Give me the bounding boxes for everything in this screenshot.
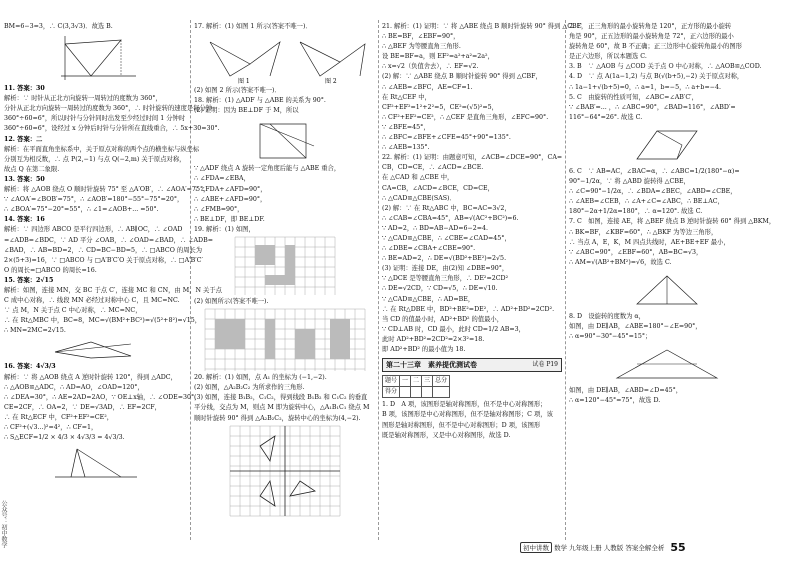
score-header: 二 <box>411 376 422 387</box>
text-line: ∵ △ADF 绕点 A 旋转一定角度后能与 △ABE 重合， <box>194 165 341 173</box>
footer-subject: 数学 <box>554 544 568 552</box>
text-line: ∵ ∠BAB′=... ，∴ ∠ABC=90°，∠BAD=116°，∠ABD′= <box>569 103 736 111</box>
section-header <box>382 358 562 372</box>
text-line: 分针从正北方向旋转一周转过的度数为 360°，∴ 时针旋转的速度是每分钟 <box>4 105 213 113</box>
text-line: 角是 90°，正五边形的最小旋转角是 72°，正六边形的最小 <box>569 33 734 41</box>
text-line: ∴ ∠DEA=30°，∴ AE=2AD=2AO，∵ OE⊥x轴，∴ ∠ODE=30°， <box>4 393 201 401</box>
text-line: 116°−64°=26°. 故选 C. <box>569 113 643 121</box>
text-line: CA=CB，∠ACD=∠BCE，CD=CE， <box>382 184 494 192</box>
footer-grade: 九年级上册 <box>569 544 602 552</box>
text-line: ∴ BE=BF，∠EBF=90°， <box>382 33 460 41</box>
text-line: 8. D 设旋转的度数为 α， <box>569 312 645 320</box>
text-line: ∴ x=√2（负值舍去），∴ EF=√2. <box>382 63 479 71</box>
text-line: ∴ CF²+EF²=CE²，∴ △CEF 是直角三角形，∠EFC=90°. <box>382 113 549 121</box>
text-line: 解析：如图，连接 MN，交 BC 于点 C′，连接 MC 和 CN，由 M，N 关于点 <box>4 286 222 294</box>
text-line: 解析：∵ 将 △AOB 绕点 A 逆时针旋转 120°，得到 △ADC， <box>4 373 177 381</box>
text-line: ∴ 在 Rt△MBC 中，BC=8，MC=√(BM²+BC²)=√(5²+8²)=√15， <box>4 317 202 325</box>
text-line: 故点 Q 在第二象限. <box>4 165 60 173</box>
column-3 <box>382 22 588 540</box>
text-line: (3) 如图，连接 B₁B₂，C₁C₂，得到线段 B₁B₂ 和 C₁C₂ 的垂直 <box>194 394 368 402</box>
text-line: 13. 答案：50 <box>4 175 45 183</box>
column-divider <box>378 20 379 540</box>
text-line: (2) 如图所示(答案不唯一). <box>194 298 269 306</box>
text-line: 15. 答案：2√15 <box>4 276 54 284</box>
score-header: 三 <box>422 376 433 387</box>
text-line: ∴ ∠AEB=∠BFC，AE=CF=1. <box>382 83 473 91</box>
text-line: 7. C 如图，连接 AE，将 △BEF 绕点 B 逆时针旋转 60° 得到 △BKM， <box>569 218 776 226</box>
text-line: ∴ ∠FMB=90°， <box>194 205 244 213</box>
text-line: 设 BE=BF=a，则 EF²=a²+a²=2a²， <box>382 53 494 61</box>
text-line: 14. 答案：16 <box>4 216 45 224</box>
text-line: 如图，由 DE∥AB，∠ABD=∠D=45°， <box>569 387 683 395</box>
text-line: ∴ 1a−1+√(b+5)=0，∴ a=1，b=−5，∴ a+b=−4. <box>569 83 722 91</box>
text-line: ∴ ∠C=90°−1/2α，∴ ∠BDA=∠BEC，∠ABD=∠CBE， <box>569 188 737 196</box>
figure-7 <box>627 270 707 310</box>
text-line: ∴ △CAD≌△CBE(SAS)． <box>382 194 456 202</box>
sidebar-watermark: 公众号：初中数学 <box>0 500 7 548</box>
text-line: 当 CD 的值最小时，AD²+BD² 的值最小， <box>382 315 504 323</box>
text-line: (2) 解：∵ 在 Rt△ABC 中，BC=AC=3√2， <box>382 204 511 212</box>
score-header: 题号 <box>383 376 400 387</box>
section-ref: 试卷 P19 <box>532 361 558 369</box>
text-line: ∴ 当点 A，E，K，M 四点共线时，AE+BE+EF 最小， <box>569 238 730 246</box>
text-line: ∴ AM=√(AB²+BM²)=√6，故选 C. <box>569 258 672 266</box>
footer-edition: 人教版 <box>603 544 624 552</box>
text-line: ∴ ∠BFC=∠BFE+∠CFE=45°+90°=135°. <box>382 134 511 142</box>
text-line: 解析：∵ 时针从正北方向旋转一周转过的度数为 360°， <box>4 95 162 103</box>
page-number: 55 <box>670 541 686 554</box>
text-line: ∵ CD⊥AB 时，CD 最小，此时 CD=1/2 AB=3， <box>382 325 525 333</box>
figure-18 <box>250 118 320 162</box>
text-line: ∵ △CAD≌△CBE，∴ AD=BE， <box>382 295 475 303</box>
text-line: (2) 证明：因为 BE⊥DF 于 M，所以 <box>194 107 299 115</box>
text-line: ∴ △BEF 为等腰直角三角形. <box>382 43 461 51</box>
figure-5 <box>627 125 707 165</box>
score-cell <box>400 387 411 398</box>
text-line: CE=2CF，∴ OA=2，∵ DE=√3AD，∴ EF=2CF， <box>4 403 161 411</box>
text-line: ∵ ∠AOA′=∠BOB′=75°，∴ ∠AOB′=180°−55°−75°=20°， <box>4 196 184 204</box>
fig2-label: 图 2 <box>324 78 337 86</box>
text-line: ∴ ∠AEB=∠CEB，∴ ∠A+∠C=∠ABC，∴ BE⊥AC， <box>569 198 724 206</box>
text-line: ∴ DE=√2CD，∵ CD=√5，∴ DE=√10. <box>382 285 498 293</box>
text-line: ∴ 在 Rt△DBE 中，BD²+BE²=DE²，∴ AD²+BD²=2CD². <box>382 305 555 313</box>
text-line: ∵ ∠ABC=90°，∠EBF=60°，AB=BC=√3， <box>569 248 703 256</box>
text-line: ∵ ∠BFE=45°， <box>382 123 430 131</box>
figure-17 <box>200 34 370 84</box>
text-line: 平分线，交点为 M，则点 M 即为旋转中心，△A₁B₁C₁ 绕点 M <box>194 404 370 412</box>
footer-answer: 答案全解全析 <box>625 544 665 552</box>
text-line: ∵ △CAD≌△CBE，∴ ∠CBE=∠CAD=45°， <box>382 234 511 242</box>
brand-badge: 初中讲数 <box>520 542 552 553</box>
text-line: ∠BAD，∴ AB=BD=2，∴ CD=BC−BD=5，∴ □ABCO 的周长为 <box>4 246 203 254</box>
text-line: 1. D A 项，该图形是轴对称图形，但不是中心对称图形； <box>382 401 547 409</box>
text-line: ∵ △DCE 是等腰直角三角形，∴ DE²=2CD² <box>382 275 509 283</box>
text-line: 3. B ∵ △AOB 与 △COD 关于点 O 中心对称，∴ △AOB≌△COD. <box>569 63 762 71</box>
text-line: 19. 解析：(1) 如图， <box>194 225 255 233</box>
text-line: ∴ S△ECF=1/2 × 4/3 × 4√3/3 = 4√3/3. <box>4 434 125 442</box>
text-line: ∴ 在 Rt△ECF 中，CF²+EF²=CE²， <box>4 413 114 421</box>
coordinate-figure <box>51 34 141 82</box>
fig1-label: 图 1 <box>237 78 250 86</box>
text-line: 旋转角是 60°，故 B 不正确；正三边形中心旋转角最小的图形 <box>569 43 742 51</box>
text-line: 360°÷60=6°，设经过 x 分钟后时针与分针所在直线重合，∴ 5x+30=30°. <box>4 125 220 133</box>
text-line: ∴ ∠FDA=∠EBA， <box>194 175 250 183</box>
figure-15 <box>51 338 141 360</box>
text-line: =∠ADB=∠BDC，∵ AD 平分 ∠OAB，∴ ∠OAD=∠BAD，∴ ∠ADB= <box>4 236 213 244</box>
score-cell <box>422 387 433 398</box>
text-line: B 项，该图形是中心对称图形，但不是轴对称图形；C 项，该 <box>382 411 553 419</box>
text-line: (3) 证明：连接 DE，由(2)知 ∠DBE=90°， <box>382 265 509 273</box>
text-line: 180°−2α+1/2α=180°，∴ α=120°. 故选 C. <box>569 208 703 216</box>
text-line: 6. C ∵ AB=AC，∠BAC=α，∴ ∠ABC=1/2(180°−α)= <box>569 167 740 175</box>
figure-16 <box>51 445 141 481</box>
text-line: 5. C 由旋转的性质可知，∠ABC=∠AB′C′， <box>569 93 698 101</box>
score-header: 一 <box>400 376 411 387</box>
text-line: ∴ α=120°−45°=75°，故选 D. <box>569 397 661 405</box>
text-line: ∴ △AOB≌△ADC，∴ AD=AO，∠OAD=120°， <box>4 383 144 391</box>
text-line: 17. 解析：(1) 如图 1 所示(答案不唯一)． <box>194 23 312 30</box>
score-cell <box>411 387 422 398</box>
score-row-label: 得分 <box>383 387 400 398</box>
text-line: 如图，由 DE∥AB，∠ABE=180°−∠E=90°， <box>569 322 702 330</box>
text-line: ∴ ∠CAB=∠CBA=45°，AB=√(AC²+BC²)=6. <box>382 214 519 222</box>
text-line: ∵ 点 M，N 关于点 C 中心对称，∴ MC=NC， <box>4 307 142 315</box>
text-line: ∴ BK=BF，∠KBF=60°，∴ △BKF 为等边三角形， <box>569 228 718 236</box>
text-line: 20. 解析：(1) 如图，点 A₁ 的坐标为 (−1,−2). <box>194 374 327 382</box>
figure-19a-grid <box>235 237 335 295</box>
score-table <box>382 375 450 398</box>
text-line: 2×(5+3)=16，∵ □ABCO 与 □A′B′C′O 关于原点对称，∴ □A′B′C′ <box>4 256 203 264</box>
figure-20-grid <box>230 426 340 516</box>
score-cell <box>433 387 450 398</box>
page-footer <box>520 541 780 555</box>
text-line: 在 △CAD 和 △CBE 中， <box>382 174 454 182</box>
text-line: 解析：将 △AOB 绕点 O 顺时针旋转 75° 至 △A′OB′，∴ ∠AOA′=75°， <box>4 186 210 194</box>
column-divider <box>190 20 191 540</box>
text-line: ∴ CF²+(√3...)²=4²，∴ CF=1， <box>4 424 98 431</box>
text-line: ∴ MN=2MC=2√15. <box>4 327 66 335</box>
text-line: 2. C 正三角形的最小旋转角是 120°，正方形的最小旋转 <box>569 23 732 30</box>
column-divider <box>565 20 566 540</box>
text-line: 360°÷60=6°，所以时针与分针同时出发至少经过时间 1 分钟时 <box>4 115 186 123</box>
text-line: 解析：在平面直角坐标系中，关于原点对称的两个点的横坐标与纵坐标 <box>4 145 200 153</box>
column-4 <box>569 22 776 540</box>
text-line: ∴ ∠DBE=∠CBA+∠CBE=90°. <box>382 245 476 253</box>
text-line: 图形是轴对称图形，但不是中心对称图形；D 项，该图形 <box>382 421 541 429</box>
text-line: ∴ BE=AD=2，∴ DE=√(BD²+BE²)=2√5. <box>382 255 507 263</box>
text-line: 22. 解析：(1) 证明：由题意可知，∠ACB=∠DCE=90°，CA= <box>382 154 563 162</box>
text-line: 在 Rt△CEF 中， <box>382 93 431 101</box>
text-line: 是正六边形，所以本题选 C. <box>569 53 647 61</box>
text-line: (2) 如图 2 所示(答案不唯一)． <box>194 87 281 95</box>
text-line: 90°−1/2α，∵ 将 △ABD 旋转得 △CBE， <box>569 178 690 186</box>
figure-19b-grid <box>205 309 365 371</box>
text-line: 顺时针旋转 90° 得到 △A₂B₂C₂，旋转中心的坐标为(4,−2). <box>194 414 361 422</box>
section-title: 第二十三章 素养提优测试卷 <box>386 360 477 370</box>
text-line: 12. 答案：二 <box>4 135 43 143</box>
score-header: 总分 <box>433 376 450 387</box>
text-line: (2) 如图，△A₂B₂C₂ 为所求作的三角形. <box>194 384 305 392</box>
text-line: ∵ ∠FDA+∠AFD=90°， <box>194 185 267 193</box>
text-line: CB，CD=CE，∴ ∠ACD=∠BCE. <box>382 164 484 172</box>
text-line: 即 AD²+BD² 的最小值为 18. <box>382 346 466 353</box>
text-line: 18. 解析：(1) △ADF 与 △ABE 的关系为 90°. <box>194 97 326 105</box>
text-line: 16. 答案：4√3/3 <box>4 363 56 371</box>
text-line: 既是轴对称图形，又是中心对称图形，故选 D. <box>382 431 511 439</box>
figure-8 <box>607 344 727 384</box>
text-line: ∵ AD=2，∴ BD=AB−AD=6−2=4. <box>382 224 489 232</box>
text-line: O 的周长=□ABCO 的周长=16. <box>4 266 97 274</box>
text-line: ∴ ∠BOA′=75°−20°=55°，∴ ∠1=∠AOB+... =50°. <box>4 206 159 214</box>
text-line: ∴ α=90°−30°−45°=15°； <box>569 333 652 341</box>
text-line: 解析：∵ 四边形 ABCO 是平行四边形，∴ AB∥OC，∴ ∠OAD <box>4 226 183 234</box>
text-line: CF²+EF²=1²+2²=5，CE²=(√5)²=5， <box>382 103 498 111</box>
text-line: ∴ ∠ABE+∠AFD=90°， <box>194 195 267 203</box>
text-line: ∴ BE⊥DF，即 BE⊥DF. <box>194 215 265 223</box>
text-line: 21. 解析：(1) 证明：∵ 将 △ABE 绕点 B 顺时针旋转 90° 得到 △CBF， <box>382 23 588 30</box>
text-line: (2) 解：∵ △ABE 绕点 B 顺时针旋转 90° 得到 △CBF， <box>382 73 542 81</box>
text-line: 分别互为相反数，∴ 点 P(2,−1) 与点 Q(−2,m) 关于原点对称， <box>4 155 186 163</box>
text-line: ∴ ∠AEB=135°. <box>382 144 430 152</box>
text-line: C 成中心对称，∴ 线段 MN 必经过对称中心 C，且 MC=NC. <box>4 297 180 305</box>
text-line: 此时 AD²+BD²=2CD²=2×3²=18. <box>382 335 485 343</box>
text-line: 4. D ∵ 点 A(1a−1,2) 与点 B(√(b+5),−2) 关于原点对称， <box>569 73 744 81</box>
column-2 <box>194 22 375 540</box>
text-line: BM=6−3=3，∴ C(3,3√3)．故选 B. <box>4 23 113 30</box>
text-line: 11. 答案：30 <box>4 85 45 93</box>
